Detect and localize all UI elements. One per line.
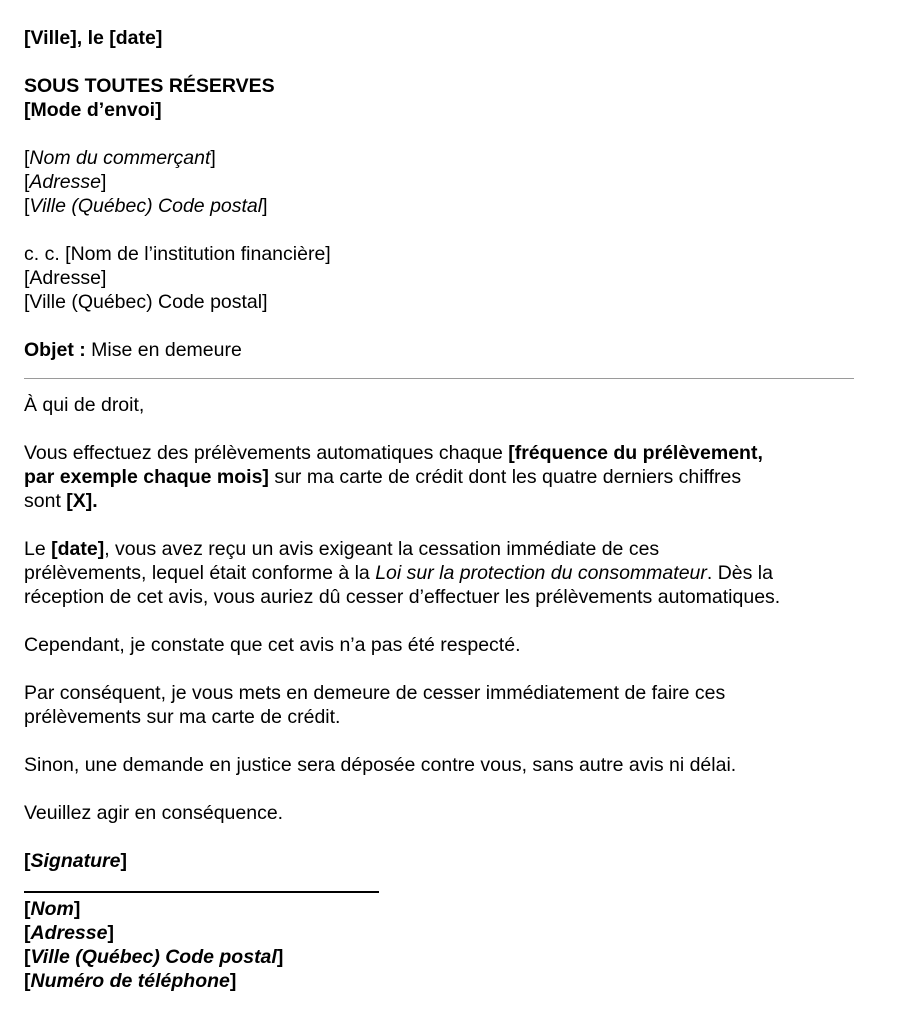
subject-label: Objet : <box>24 339 86 361</box>
signature-line <box>24 891 379 893</box>
subject-divider <box>24 378 854 379</box>
sender-name: [Nom] <box>24 898 81 920</box>
place-date: [Ville], le [date] <box>24 27 163 49</box>
recipient-name: [Nom du commerçant] <box>24 147 216 169</box>
paragraph-1: Vous effectuez des prélèvements automatiques chaque [fréquence du prélèvement, par exemple chaque mois] sur ma carte de crédit dont les quatre derniers chiffres sont [X]. <box>24 442 763 512</box>
greeting: À qui de droit, <box>24 394 145 416</box>
sender-phone: [Numéro de téléphone] <box>24 970 237 992</box>
reserve-notice: SOUS TOUTES RÉSERVES <box>24 75 275 97</box>
subject-line <box>24 338 864 362</box>
letter-page <box>24 26 864 993</box>
delivery-mode: [Mode d’envoi] <box>24 99 162 121</box>
cc-address: [Adresse] <box>24 267 107 289</box>
paragraph-4: Par conséquent, je vous mets en demeure de cesser immédiatement de faire ces prélèvements sur ma carte de crédit. <box>24 682 726 728</box>
sender-city: [Ville (Québec) Code postal] <box>24 946 284 968</box>
paragraph-5: Sinon, une demande en justice sera déposée contre vous, sans autre avis ni délai. <box>24 754 737 776</box>
recipient-city: [Ville (Québec) Code postal] <box>24 195 268 217</box>
signature-placeholder: [Signature] <box>24 850 127 872</box>
recipient-address: [Adresse] <box>24 171 107 193</box>
subject-text: Mise en demeure <box>85 339 242 361</box>
paragraph-3: Cependant, je constate que cet avis n’a pas été respecté. <box>24 634 521 656</box>
paragraph-2: Le [date], vous avez reçu un avis exigeant la cessation immédiate de ces prélèvements, lequel était conforme à la Loi sur la protection du consommateur. Dès la réception de cet avis, vous auriez dû cesser d’effectuer les prélèvements automatiques. <box>24 538 781 608</box>
cc-institution: c. c. [Nom de l’institution financière] <box>24 243 331 265</box>
paragraph-6: Veuillez agir en conséquence. <box>24 802 284 824</box>
cc-city: [Ville (Québec) Code postal] <box>24 291 268 313</box>
sender-address: [Adresse] <box>24 922 114 944</box>
